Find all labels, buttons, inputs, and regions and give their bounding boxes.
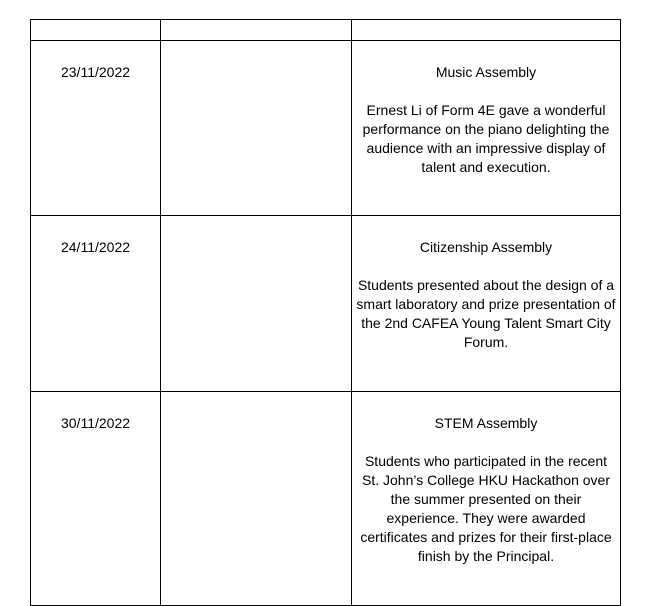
- empty-cell: [161, 392, 352, 606]
- event-title: Citizenship Assembly: [419, 239, 553, 255]
- table-row: [31, 216, 621, 392]
- event-cell: [352, 41, 621, 216]
- header-cell-1: [31, 20, 161, 41]
- header-row: [31, 20, 621, 41]
- event-description: Students presented about the design of a smart laboratory and prize presentation of the 2nd CAFEA Young Talent Smart City Forum.: [356, 277, 616, 350]
- date-cell: 30/11/2022: [31, 392, 161, 606]
- event-cell: [352, 392, 621, 606]
- assembly-table: [30, 19, 621, 606]
- event-cell: [352, 216, 621, 392]
- event-description: Students who participated in the recent St. John’s College HKU Hackathon over the summer presented on their experience. They were awarded certificates and prizes for their first-place finish by the Principal.: [360, 453, 612, 564]
- date-cell: 23/11/2022: [31, 41, 161, 216]
- date-cell: 24/11/2022: [31, 216, 161, 392]
- header-cell-3: [352, 20, 621, 41]
- event-title: Music Assembly: [435, 64, 537, 80]
- empty-cell: [161, 216, 352, 392]
- header-cell-2: [161, 20, 352, 41]
- event-title: STEM Assembly: [434, 415, 538, 431]
- event-description: Ernest Li of Form 4E gave a wonderful performance on the piano delighting the audience with an impressive display of talent and execution.: [362, 102, 610, 175]
- empty-cell: [161, 41, 352, 216]
- table-row: [31, 41, 621, 216]
- table-row: [31, 392, 621, 606]
